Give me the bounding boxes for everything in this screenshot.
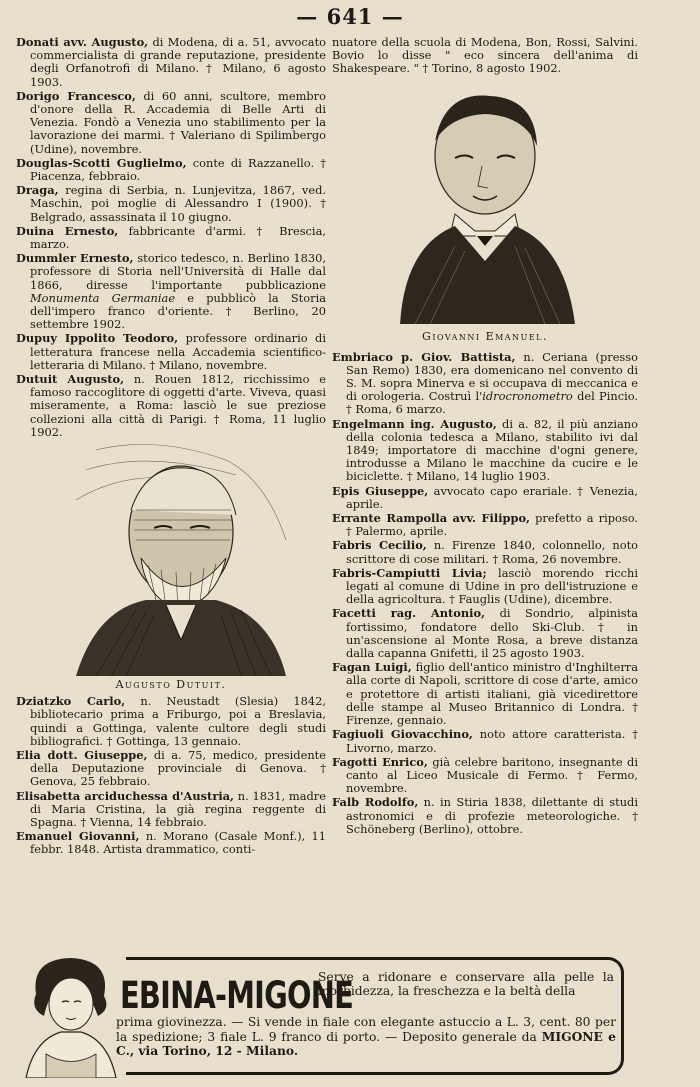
entry-name: Dziatzko Carlo,	[16, 694, 126, 709]
entry-name: Engelmann ing. Augusto,	[332, 416, 497, 431]
entry-text: figlio dell'antico ministro d'Inghilterra alla corte di Napoli, scrittore di cose d'arte, amico e protettore di artisti italiani, già vicedirettore delle stampe al Museo Britannico di Londra. † Firenze, gennaio.	[346, 660, 639, 728]
entry-text: storico tedesco, n. Berlino 1830, professore di Storia nell'Università di Halle dal 1866, diresse l'importante pubblicazione	[30, 251, 326, 292]
obituary-entry	[332, 796, 638, 836]
right-column	[332, 36, 638, 837]
entry-text: n. in Stiria 1838, dilettante di studi astronomici e di profezie meteorologiche. † Schöneberg (Berlino), ottobre.	[346, 795, 638, 836]
entry-name: Fagan Luigi,	[332, 660, 412, 675]
entry-name: Fabris-Campiutti Livia;	[332, 565, 487, 580]
page-number: — 641 —	[296, 4, 404, 29]
entry-text: n. Morano (Casale Monf.), 11 febbr. 1848. Artista drammatico, conti-	[30, 829, 326, 857]
ad-brand-name: EBINA-MIGONE	[120, 974, 354, 1017]
entry-text: del Pincio. † Roma, 6 marzo.	[346, 389, 638, 417]
entry-name: Falb Rodolfo,	[332, 795, 419, 810]
obituary-entry	[16, 790, 326, 830]
obituary-entry	[332, 728, 638, 754]
portrait-engraving-icon	[385, 86, 585, 324]
entry-name: Donati avv. Augusto,	[16, 35, 149, 49]
ad-text-bottom: prima giovinezza. — Si vende in fiale con elegante astuccio a L. 3, cent. 80 per la spedizione; 3 fiale L. 9 franco di porto. — Deposito generale da MIGONE e C., via Torino, 12 - Milano.	[116, 1015, 616, 1058]
advertisement-box	[16, 957, 624, 1075]
entry-name: Dupuy Ippolito Teodoro,	[16, 331, 179, 346]
entry-text: fabbricante d'armi. † Brescia, marzo.	[30, 223, 326, 252]
continued-entry: nuatore della scuola di Modena, Bon, Rossi, Salvini. Bovio lo disse " eco sincera dell'anima di Shakespeare. " † Torino, 8 agosto 1902.	[332, 35, 638, 76]
obituary-entry	[16, 184, 326, 224]
entry-name: Embriaco p. Giov. Battista,	[332, 349, 516, 364]
obituary-entry	[16, 373, 326, 439]
entry-text: di Sondrio, alpinista fortissimo, fondatore dello Ski-Club. † in un'ascensione al Monte Rosa, a breve distanza dalla capanna Gnifetti, il 25 agosto 1903.	[346, 606, 638, 661]
entry-name: Dorigo Francesco,	[16, 88, 136, 103]
entry-italic: idrocronometro	[482, 389, 573, 404]
entry-text: professore ordinario di letteratura francese nella Accademia scientifico-letteraria di Milano. † Milano, novembre.	[30, 331, 326, 372]
entry-text: di 60 anni, scultore, membro d'onore della R. Accademia di Belle Arti di Venezia. Fondò a Venezia uno stabilimento per la lavorazione dei marmi. † Valeriano di Spilimbergo (Udine), novembre.	[30, 88, 326, 156]
entry-text: di Modena, di a. 51, avvocato commercialista di grande reputazione, presidente degli Orfanotrofi di Milano. † Milano, 6 agosto 1903.	[30, 35, 326, 89]
obituary-entry	[16, 695, 326, 748]
portrait-augusto-dutuit	[36, 440, 306, 676]
entry-name: Dutuit Augusto,	[16, 372, 125, 387]
entry-text: avvocato capo erariale. † Venezia, aprile.	[346, 483, 638, 511]
portrait-caption-right: Giovanni Emanuel.	[422, 329, 548, 343]
woman-bust-icon	[16, 954, 126, 1078]
entry-text: prefetto a riposo. † Palermo, aprile.	[346, 511, 638, 539]
entry-text: n. 1831, madre di Maria Cristina, la già regina reggente di Spagna. † Vienna, 14 febbraio.	[30, 788, 326, 829]
obituary-entry	[16, 225, 326, 251]
entry-italic: Monumenta Germaniae	[30, 290, 176, 305]
entry-text: di a. 75, medico, presidente della Deputazione provinciale di Genova. † Genova, 25 febbraio.	[30, 747, 326, 789]
obituary-entry	[332, 351, 638, 417]
obituary-entry	[332, 661, 638, 727]
entry-text: noto attore caratterista. † Livorno, marzo.	[346, 727, 638, 755]
obituary-entry	[16, 252, 326, 331]
entry-name: Emanuel Giovanni,	[16, 829, 140, 844]
entry-text: n. Firenze 1840, colonnello, noto scrittore di cose militari. † Roma, 26 novembre.	[346, 538, 639, 566]
entry-text: n. Rouen 1812, ricchissimo e famoso raccoglitore di oggetti d'arte. Viveva, quasi miseramente, a Roma: lasciò le sue preziose collezioni alla città di Parigi. † Roma, 11 luglio 1902.	[30, 372, 326, 439]
obituary-entry	[332, 567, 638, 607]
obituary-entry	[16, 749, 326, 789]
obituary-entry	[332, 539, 638, 565]
obituary-entry	[332, 756, 638, 796]
entry-name: Fabris Cecilio,	[332, 538, 427, 553]
obituary-entry	[332, 485, 638, 511]
obituary-entry	[16, 157, 326, 183]
obituary-entry	[16, 36, 326, 89]
entry-text: e pubblicò la Storia dell'impero franco d'oriente. † Berlino, 20 settembre 1902.	[30, 290, 326, 332]
obituary-entry	[16, 830, 326, 856]
portrait-caption-left: Augusto Dutuit.	[115, 678, 227, 692]
entry-name: Elia dott. Giuseppe,	[16, 747, 148, 762]
obituary-entry	[16, 90, 326, 156]
obituary-entry	[332, 607, 638, 660]
obituary-entry	[332, 512, 638, 538]
entry-name: Draga,	[16, 183, 59, 198]
entry-text: lasciò morendo ricchi legati al comune di Udine in pro dell'istruzione e della agricoltura. † Fauglis (Udine), dicembre.	[346, 565, 638, 607]
obituary-entry	[332, 418, 638, 484]
portrait-engraving-icon	[36, 440, 306, 676]
entry-text: n. Neustadt (Slesia) 1842, bibliotecario prima a Friburgo, poi a Breslavia, quindi a Gottinga, valente cultore degli studi bibliografici. † Gottinga, 13 gennaio.	[30, 694, 326, 748]
entry-name: Fagotti Enrico,	[332, 754, 428, 769]
entry-name: Douglas-Scotti Guglielmo,	[16, 155, 187, 170]
entry-text: regina di Serbia, n. Lunjevitza, 1867, ved. Maschin, poi moglie di Alessandro I (1900). † Belgrado, assassinata il 10 giugno.	[30, 183, 326, 224]
entry-name: Epis Giuseppe,	[332, 483, 429, 498]
obituary-entry	[16, 332, 326, 372]
entry-text: n. Ceriana (presso San Remo) 1830, era domenicano nel convento di S. M. sopra Minerva e si occupava di meccanica e di orologeria. Costruì l'	[346, 349, 638, 404]
entry-name: Facetti rag. Antonio,	[332, 606, 486, 621]
entry-name: Errante Rampolla avv. Filippo,	[332, 511, 531, 526]
entry-name: Fagiuoli Giovacchino,	[332, 727, 473, 742]
entry-text: conte di Razzanello. † Piacenza, febbraio.	[30, 155, 326, 184]
ad-address: MIGONE e C., via Torino, 12 - Milano.	[116, 1028, 616, 1058]
entry-name: Duina Ernesto,	[16, 223, 119, 238]
entry-name: Dummler Ernesto,	[16, 251, 134, 266]
ad-text-top: Serve a ridonare e conservare alla pelle la morbidezza, la freschezza e la beltà della	[318, 970, 614, 999]
entry-name: Elisabetta arciduchessa d'Austria,	[16, 788, 234, 803]
left-column	[16, 36, 326, 858]
entry-text: già celebre baritono, insegnante di canto al Liceo Musicale di Fermo. † Fermo, novembre.	[346, 754, 638, 796]
entry-text: di a. 82, il più anziano della colonia tedesca a Milano, stabilito ivi dal 1849; importatore di macchine d'ogni genere, introdusse a Milano le macchine da cucire e le biciclette. † Milano, 14 luglio 1903.	[346, 416, 639, 484]
portrait-giovanni-emanuel	[385, 86, 585, 324]
